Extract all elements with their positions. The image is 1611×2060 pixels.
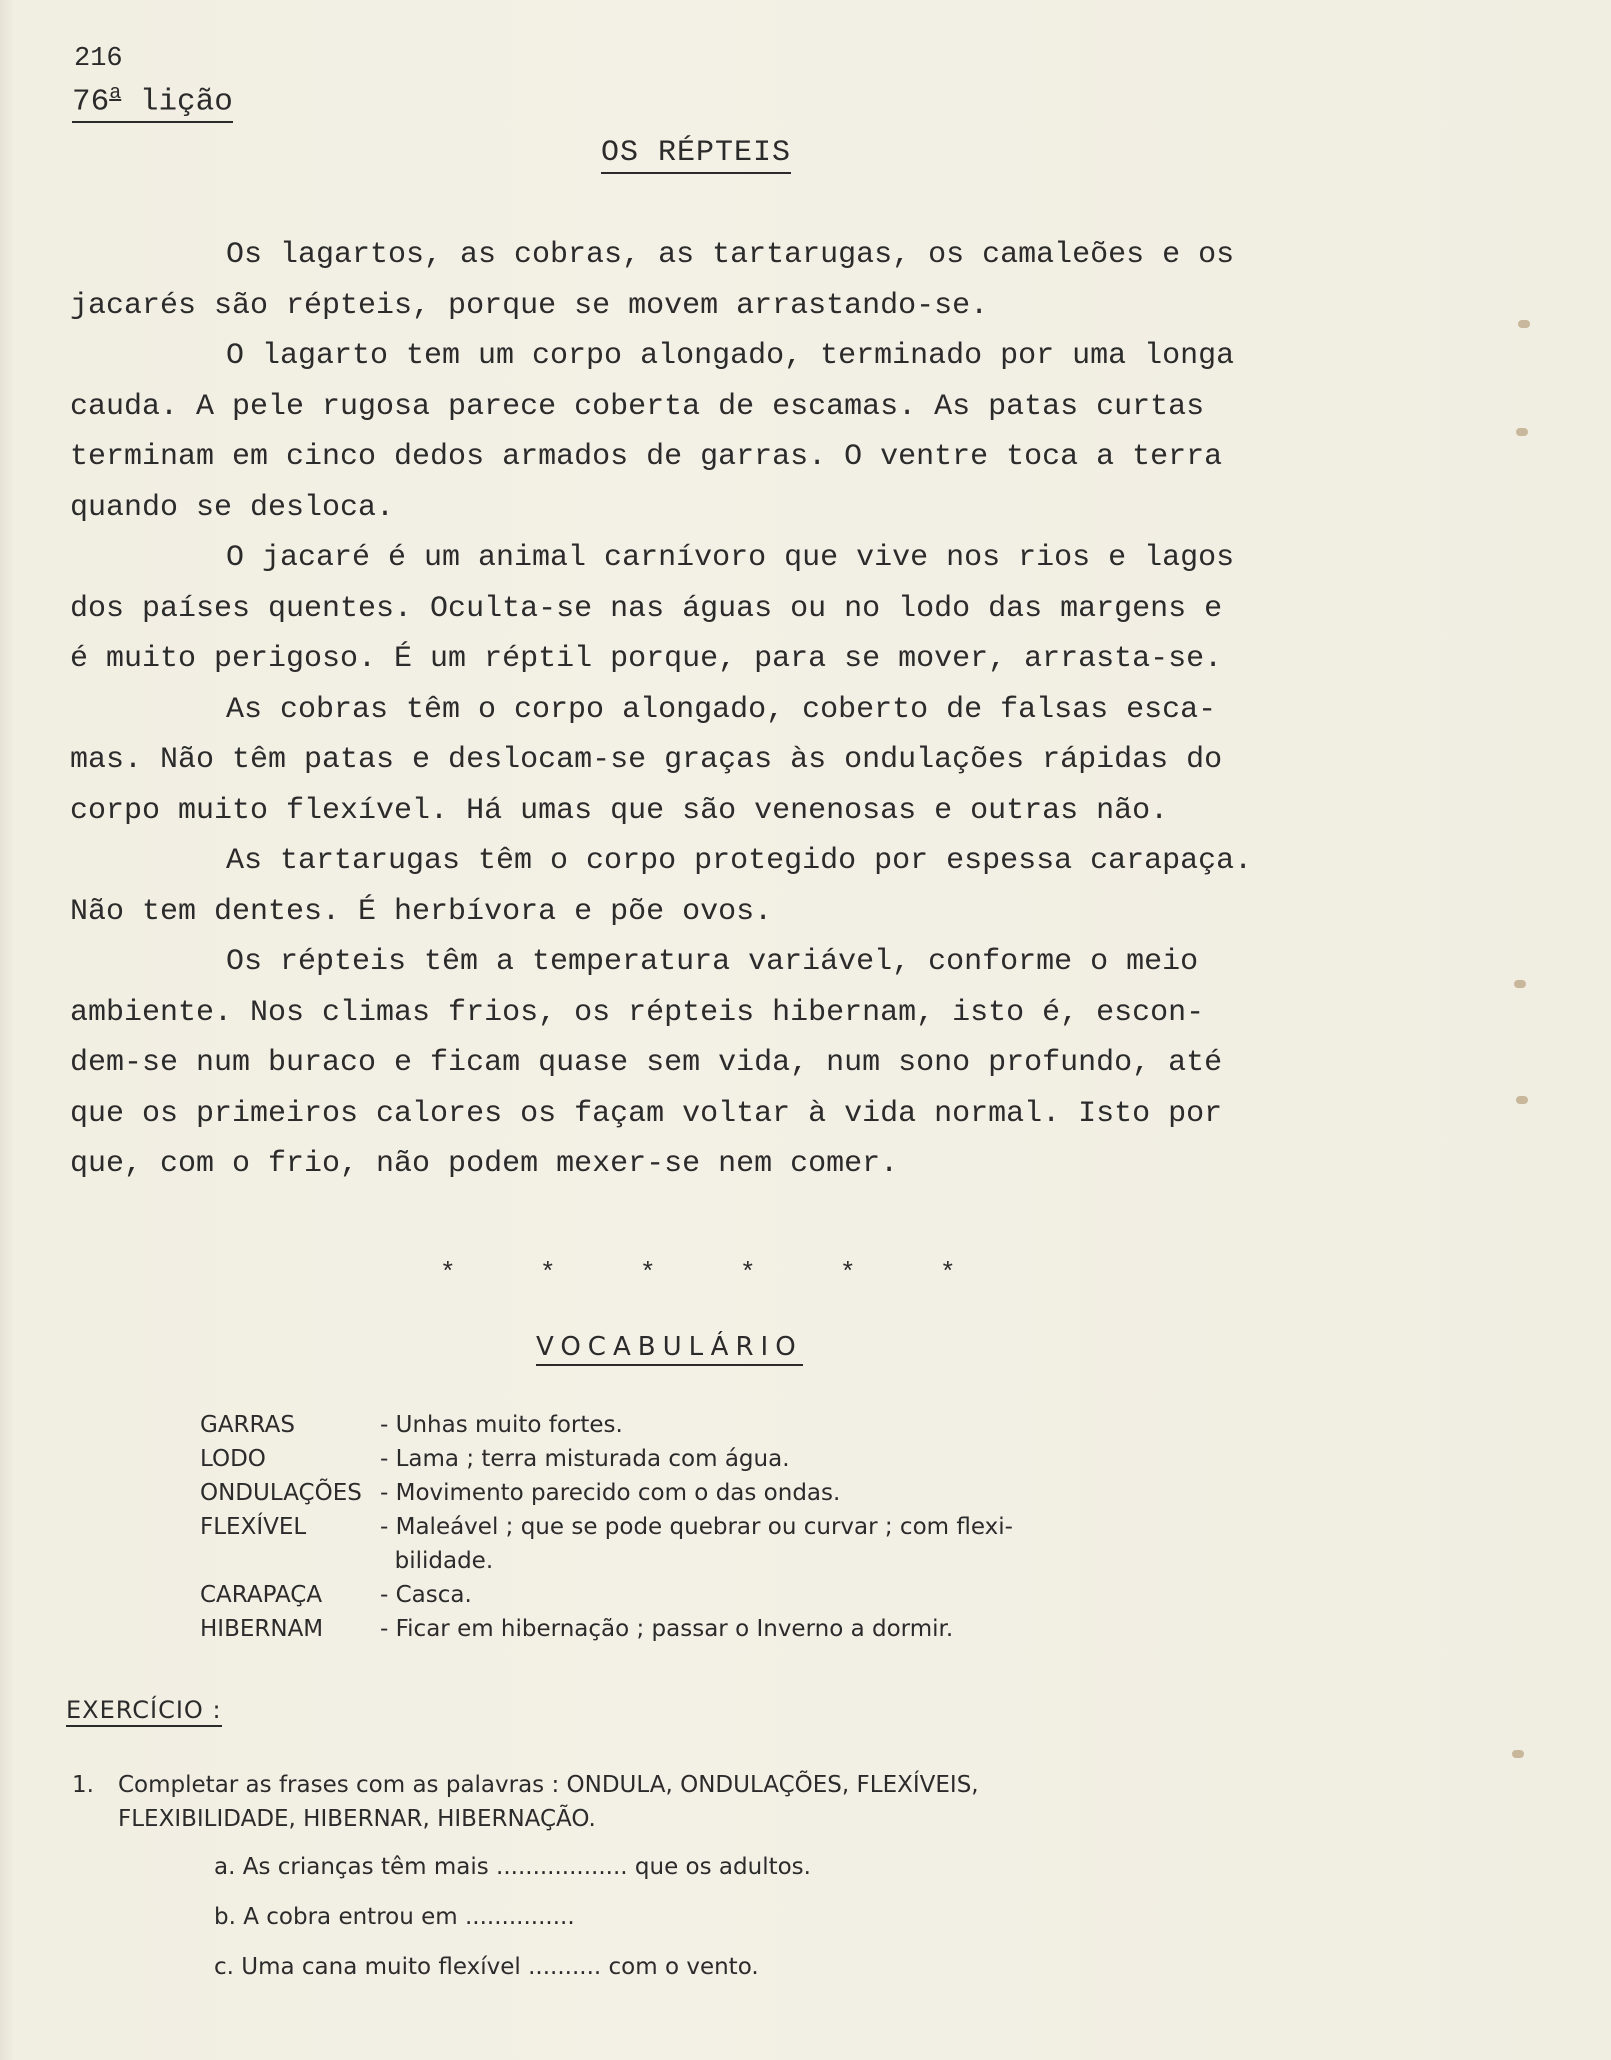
vocabulary-entry [200, 1476, 1260, 1510]
vocabulary-list [200, 1408, 1260, 1646]
paragraph-line: terminam em cinco dedos armados de garras. O ventre toca a terra [70, 440, 1223, 474]
vocabulary-definition: - Casca. [380, 1582, 472, 1608]
vocabulary-term: GARRAS [200, 1412, 295, 1438]
lesson-suffix: a [109, 82, 122, 105]
margin-mark [1518, 320, 1530, 328]
paragraph-line: que os primeiros calores os façam voltar à vida normal. Isto por [70, 1096, 1223, 1131]
paragraph-line: cauda. A pele rugosa parece coberta de escamas. As patas curtas [70, 389, 1205, 424]
vocabulary-term: HIBERNAM [200, 1616, 324, 1642]
paragraph-line: As cobras têm o corpo alongado, coberto de falsas esca- [226, 692, 1217, 727]
exercise-items [214, 1850, 811, 2000]
vocabulary-term [200, 1544, 380, 1578]
body-text [70, 230, 1340, 1190]
vocabulary-term: FLEXÍVEL [200, 1514, 307, 1540]
exercise-item: c. Uma cana muito flexível .......... com o vento. [214, 1954, 759, 1980]
vocabulary-entry [200, 1510, 1260, 1544]
vocabulary-title: VOCABULÁRIO [536, 1332, 803, 1366]
paragraph-line: Não tem dentes. É herbívora e põe ovos. [70, 894, 773, 929]
vocabulary-entry [200, 1442, 1260, 1476]
margin-mark [1512, 1750, 1524, 1758]
paragraph-line: que, com o frio, não podem mexer-se nem comer. [70, 1147, 899, 1181]
paragraph-line: O lagarto tem um corpo alongado, terminado por uma longa [226, 339, 1235, 373]
separator-star: * [440, 1258, 456, 1288]
vocabulary-definition: bilidade. [380, 1548, 494, 1574]
separator-star: * [540, 1258, 556, 1288]
lesson-label: lição [139, 84, 233, 120]
paragraph-line: O jacaré é um animal carnívoro que vive nos rios e lagos [226, 541, 1235, 575]
exercise-item: a. As crianças têm mais .................. que os adultos. [214, 1854, 811, 1880]
vocabulary-term: LODO [200, 1446, 266, 1472]
page-title: OS RÉPTEIS [601, 136, 791, 174]
paragraph-line: jacarés são répteis, porque se movem arrastando-se. [70, 288, 989, 323]
vocabulary-term: ONDULAÇÕES [200, 1480, 362, 1506]
exercise-title: EXERCÍCIO : [66, 1696, 222, 1727]
separator-star: * [840, 1258, 856, 1288]
instruction-line: FLEXIBILIDADE, HIBERNAR, HIBERNAÇÃO. [118, 1806, 596, 1832]
exercise-item: b. A cobra entrou em ............... [214, 1904, 575, 1930]
paragraph-line: dos países quentes. Oculta-se nas águas ou no lodo das margens e [70, 591, 1223, 626]
paragraph-line: ambiente. Nos climas frios, os répteis hibernam, isto é, escon- [70, 995, 1205, 1030]
separator-star: * [740, 1258, 756, 1288]
vocabulary-entry [200, 1544, 1260, 1578]
paragraph-line: Os lagartos, as cobras, as tartarugas, os camaleões e os [226, 238, 1235, 272]
paragraph-line: corpo muito flexível. Há umas que são venenosas e outras não. [70, 793, 1169, 828]
vocabulary-entry [200, 1408, 1260, 1442]
paragraph-line: As tartarugas têm o corpo protegido por espessa carapaça. [226, 844, 1253, 878]
paragraph-line: Os répteis têm a temperatura variável, conforme o meio [226, 945, 1199, 979]
instruction-line: Completar as frases com as palavras : ONDULA, ONDULAÇÕES, FLEXÍVEIS, [118, 1772, 979, 1798]
paragraph-line: dem-se num buraco e ficam quase sem vida, num sono profundo, até [70, 1046, 1223, 1080]
vocabulary-definition: - Ficar em hibernação ; passar o Inverno a dormir. [380, 1616, 954, 1642]
margin-mark [1516, 428, 1528, 436]
page-number: 216 [74, 44, 123, 74]
paragraph-line: é muito perigoso. É um réptil porque, para se mover, arrasta-se. [70, 642, 1223, 676]
paragraph-line: quando se desloca. [70, 490, 395, 525]
lesson-number: 76 [72, 84, 110, 120]
vocabulary-term: CARAPAÇA [200, 1582, 323, 1608]
margin-mark [1516, 1096, 1528, 1104]
paragraph-line: mas. Não têm patas e deslocam-se graças às ondulações rápidas do [70, 743, 1223, 777]
exercise-instruction [72, 1768, 1372, 1836]
exercise-number: 1. [72, 1772, 94, 1798]
vocabulary-definition: - Maleável ; que se pode quebrar ou curvar ; com flexi- [380, 1514, 1013, 1540]
vocabulary-definition: - Movimento parecido com o das ondas. [380, 1480, 841, 1506]
separator-star: * [940, 1258, 956, 1288]
separator-star: * [640, 1258, 656, 1288]
vocabulary-entry [200, 1578, 1260, 1612]
vocabulary-entry [200, 1612, 1260, 1646]
lesson-heading [72, 82, 233, 123]
vocabulary-definition: - Unhas muito fortes. [380, 1412, 623, 1438]
vocabulary-definition: - Lama ; terra misturada com água. [380, 1446, 790, 1472]
section-separator [440, 1258, 1040, 1288]
margin-mark [1514, 980, 1526, 988]
